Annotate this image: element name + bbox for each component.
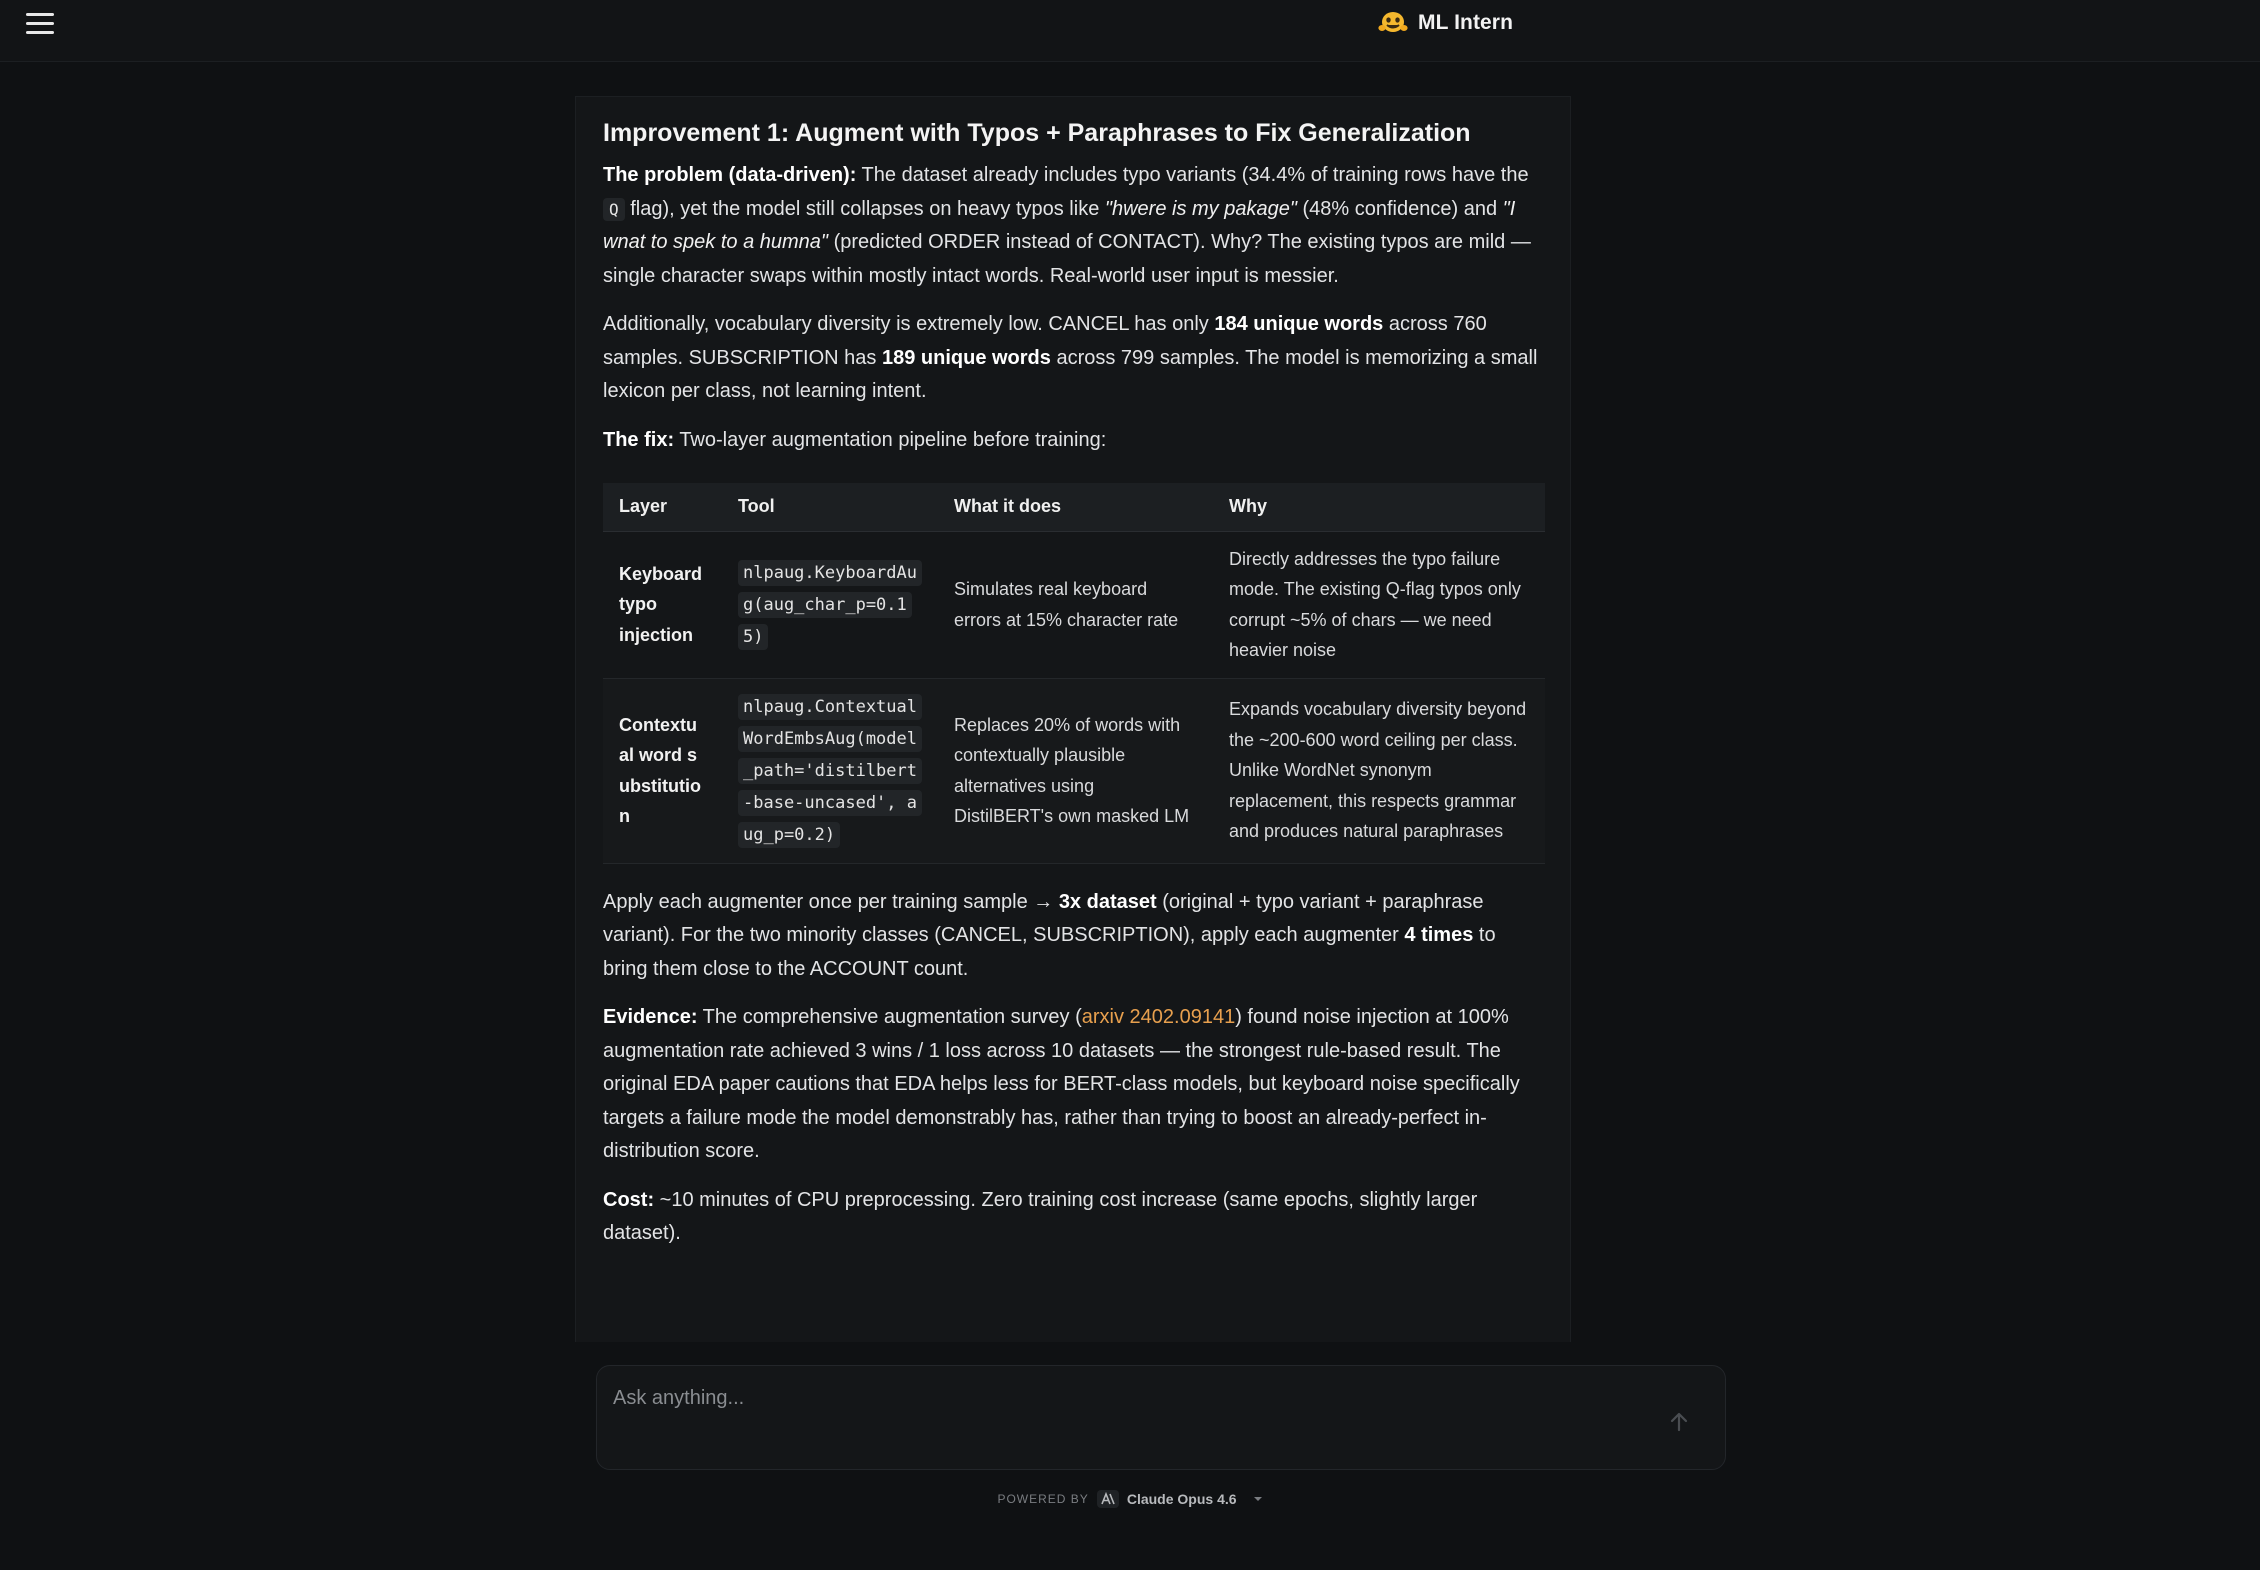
arxiv-link[interactable]: arxiv 2402.09141: [1081, 1006, 1236, 1028]
table-header: Tool: [722, 483, 938, 531]
bold-text: 184 unique words: [1214, 313, 1384, 335]
table-cell-layer: Keyboard typo injection: [603, 531, 722, 678]
arrow-up-icon: [1667, 1410, 1691, 1434]
text: The dataset already includes typo variants (34.4% of training rows have the: [856, 164, 1529, 186]
tool-code: nlpaug.ContextualWordEmbsAug(model_path='distilbert-base-uncased', aug_p=0.2): [738, 694, 922, 848]
table-row: [603, 678, 1545, 863]
chat-input[interactable]: [613, 1382, 1613, 1414]
text: Apply each augmenter once per training sample →: [603, 890, 1059, 913]
table-cell-why: Expands vocabulary diversity beyond the ~200-600 word ceiling per class. Unlike WordNet synonym replacement, this respects grammar and produces natural paraphrases: [1213, 678, 1545, 863]
text: (original + typo variant + paraphrase variant). For the two minority classes (CANCEL, SUBSCRIPTION), apply each augmenter: [603, 890, 1484, 946]
apply-paragraph: [603, 886, 1543, 987]
hamburger-icon[interactable]: [26, 13, 54, 35]
table-cell-tool: [722, 531, 938, 678]
fix-paragraph: [603, 424, 1543, 458]
text: ~10 minutes of CPU preprocessing. Zero training cost increase (same epochs, slightly larger dataset).: [603, 1188, 1478, 1244]
bold-text: 189 unique words: [881, 346, 1051, 369]
cost-paragraph: [603, 1184, 1543, 1251]
brand-name: ML Intern: [1418, 11, 1514, 34]
table-header-row: [603, 483, 1545, 531]
table-header: Layer: [603, 483, 722, 531]
anthropic-logo-icon: [1097, 1490, 1119, 1508]
text: (predicted ORDER instead of CONTACT). Why? The existing typos are mild — single character swaps within mostly intact words. Real-world user input is messier.: [603, 231, 1531, 287]
augmentation-table: [603, 483, 1545, 864]
table-header: Why: [1213, 483, 1545, 531]
problem-label: The problem (data-driven):: [603, 164, 857, 186]
table-header: What it does: [938, 483, 1213, 531]
table-cell-what: Simulates real keyboard errors at 15% character rate: [938, 531, 1213, 678]
example-quote: "I wnat to spek to a humna": [603, 197, 1516, 253]
tool-code: nlpaug.KeyboardAug(aug_char_p=0.15): [738, 560, 922, 650]
hugging-face-logo-icon: [1378, 10, 1408, 36]
table-row: [603, 531, 1545, 678]
model-name[interactable]: Claude Opus 4.6: [1126, 1491, 1237, 1507]
text: Two-layer augmentation pipeline before training:: [674, 428, 1107, 451]
caret-down-icon[interactable]: [1253, 1495, 1263, 1503]
example-quote: "hwere is my pakage": [1104, 197, 1297, 220]
text: Additionally, vocabulary diversity is extremely low. CANCEL has only: [603, 313, 1215, 335]
section-title: Improvement 1: Augment with Typos + Paraphrases to Fix Generalization: [603, 119, 1471, 147]
text: flag), yet the model still collapses on heavy typos like: [624, 197, 1105, 220]
bold-text: 4 times: [1404, 924, 1474, 946]
cost-label: Cost:: [603, 1188, 655, 1211]
fix-label: The fix:: [603, 428, 675, 451]
inline-code: Q: [603, 198, 625, 221]
footer: [0, 1490, 2260, 1508]
evidence-label: Evidence:: [603, 1006, 698, 1028]
text: ) found noise injection at 100% augmentation rate achieved 3 wins / 1 loss across 10 datasets — the strongest rule-based result. The original EDA paper cautions that EDA helps less for BERT-class models, but keyboard noise specifically targets a failure mode the model demonstrably has, rather than trying to boost an already-perfect in-distribution score.: [603, 1006, 1520, 1162]
text: to bring them close to the ACCOUNT count.: [603, 924, 1496, 980]
powered-by-label: POWERED BY: [997, 1492, 1089, 1506]
text: The comprehensive augmentation survey (: [697, 1006, 1082, 1028]
problem-paragraph: [603, 159, 1543, 293]
brand[interactable]: [1378, 10, 1513, 36]
assistant-message: [575, 96, 1571, 1342]
chat-composer: [596, 1365, 1726, 1470]
evidence-paragraph: [603, 1001, 1543, 1169]
table-cell-tool: [722, 678, 938, 863]
text: across 799 samples. The model is memorizing a small lexicon per class, not learning intent.: [603, 346, 1538, 402]
table-cell-why: Directly addresses the typo failure mode. The existing Q-flag typos only corrupt ~5% of chars — we need heavier noise: [1213, 531, 1545, 678]
table-cell-what: Replaces 20% of words with contextually plausible alternatives using DistilBERT's own masked LM: [938, 678, 1213, 863]
bold-text: 3x dataset: [1058, 890, 1157, 913]
vocabulary-paragraph: [603, 308, 1543, 409]
table-cell-layer: Contextual word substitution: [603, 678, 722, 863]
text: (48% confidence) and: [1296, 197, 1503, 220]
top-bar: [0, 0, 2260, 62]
send-button[interactable]: [1661, 1404, 1697, 1440]
text: across 760 samples. SUBSCRIPTION has: [603, 313, 1487, 369]
